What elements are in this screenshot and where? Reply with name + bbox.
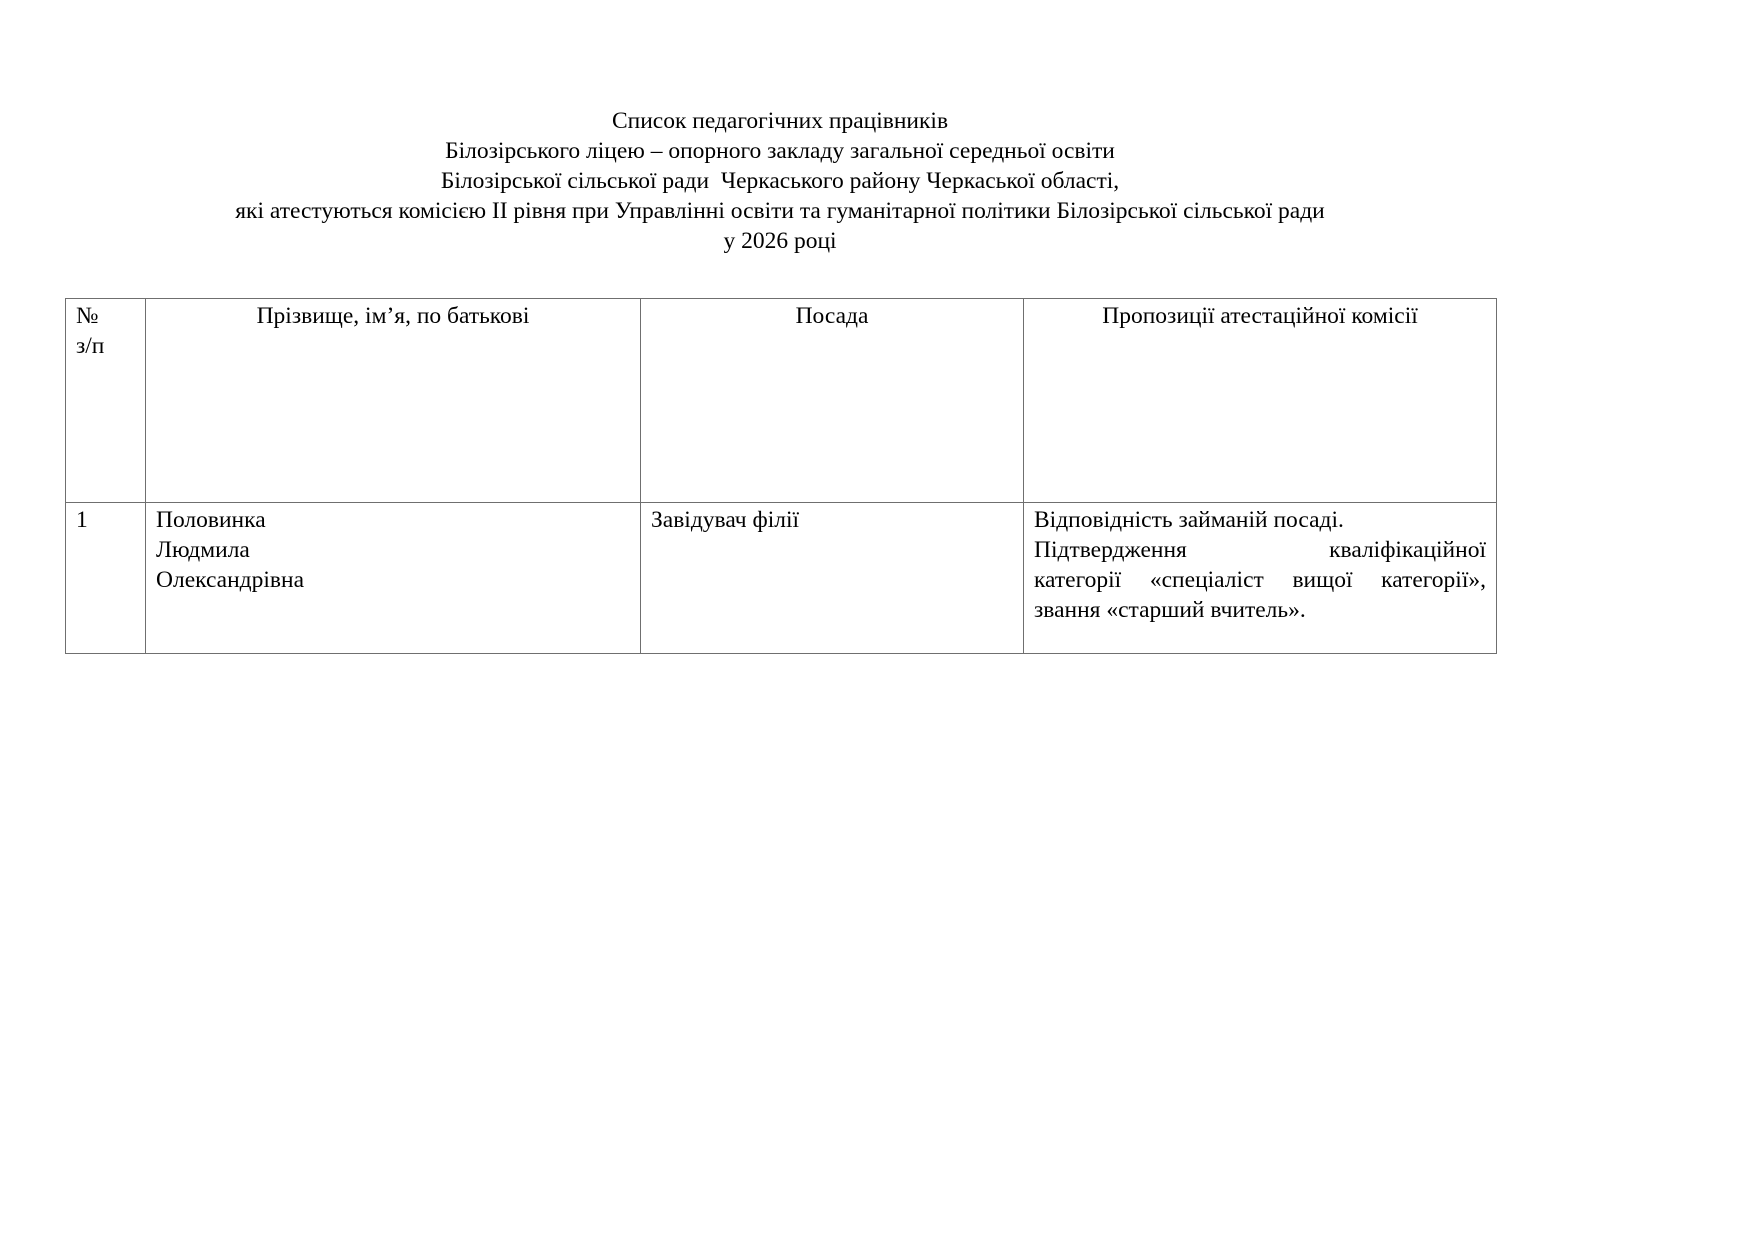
cell-position: Завідувач філії — [641, 503, 1024, 654]
header-proposals: Пропозиції атестаційної комісії — [1024, 299, 1497, 503]
cell-number: 1 — [66, 503, 146, 654]
title-line-2: Білозірського ліцею – опорного закладу загальної середньої освіти — [445, 138, 1115, 164]
document-title — [65, 106, 1495, 256]
header-number — [66, 299, 146, 503]
title-line-3: Білозірської сільської ради Черкаського району Черкаської області, — [440, 168, 1120, 194]
proposal-line-2: Підтвердження кваліфікаційної — [1034, 537, 1486, 563]
header-number-line-1: № — [76, 303, 99, 329]
header-name: Прізвище, ім’я, по батькові — [146, 299, 641, 503]
attestation-table — [65, 298, 1497, 654]
name-surname: Половинка — [156, 507, 266, 533]
name-patronymic: Олександрівна — [156, 567, 305, 593]
proposal-line-4: звання «старший вчитель». — [1034, 597, 1306, 623]
table-row — [66, 503, 1497, 654]
name-first: Людмила — [156, 537, 250, 563]
table-header-row — [66, 299, 1497, 503]
cell-proposal — [1024, 503, 1497, 654]
title-line-5: у 2026 році — [723, 228, 837, 254]
proposal-line-1: Відповідність займаній посаді. — [1034, 507, 1344, 533]
header-position: Посада — [641, 299, 1024, 503]
cell-name — [146, 503, 641, 654]
title-line-1: Список педагогічних працівників — [611, 108, 949, 134]
title-line-4: які атестуються комісією ІІ рівня при Управлінні освіти та гуманітарної політики Білозірської сільської ради — [235, 198, 1325, 224]
header-number-line-2: з/п — [76, 333, 105, 359]
proposal-line-3: категорії «спеціаліст вищої категорії», — [1034, 567, 1486, 593]
